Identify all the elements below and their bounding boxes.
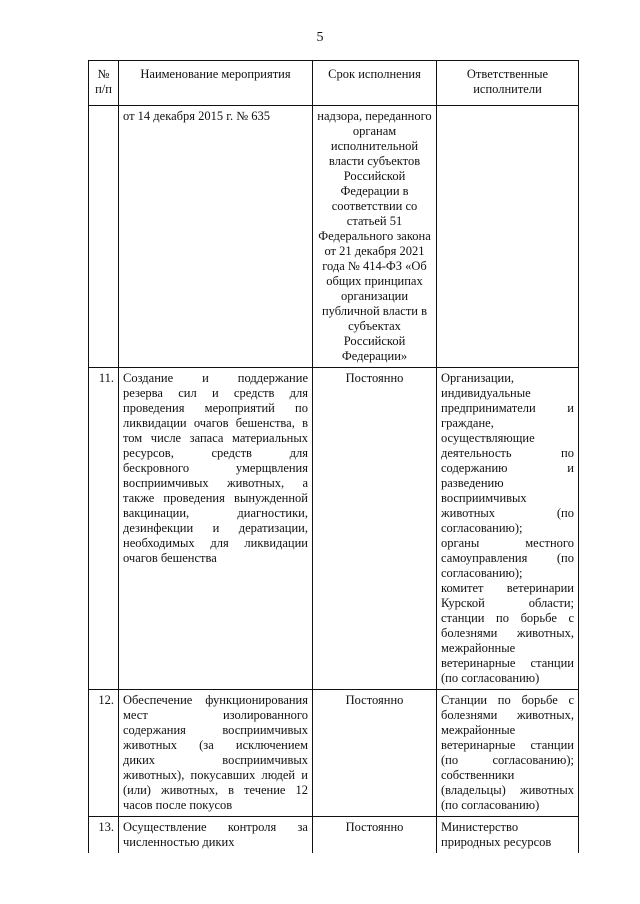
responsible-line: комитет ветеринарии [441,581,574,595]
responsible-line: межрайонные [441,641,516,655]
measure-name-line: проведения мероприятий по [123,401,308,415]
responsible-line: согласованию); [441,521,523,535]
term-line: Российской [343,169,406,183]
term-line: Федерации в [340,184,409,198]
measure-name-line: Обеспечение функционирования [123,693,308,707]
measure-name-line: также проведения вынужденной [123,491,308,505]
measure-name-line: необходимых для ликвидации [123,536,308,550]
responsible-line: ветеринарные станции [441,738,574,752]
table-header-row [89,61,579,106]
measures-table [88,60,579,853]
measure-name-line: Создание и поддержание [123,371,308,385]
term-line: Постоянно [345,693,404,707]
term-line: общих принципах [326,274,423,288]
responsible-line: (по согласованию) [441,671,540,685]
term-line: исполнительной [330,139,419,153]
responsible-line: самоуправления (по [441,551,574,565]
term-line: года № 414-ФЗ «Об [322,259,427,273]
row-number: 12. [89,690,119,817]
measure-name-line: численностью диких [123,835,235,849]
responsible-line: болезнями животных, [441,626,574,640]
measure-name-line: резерва сил и средств для [123,386,308,400]
responsible-line: Станции по борьбе с [441,693,574,707]
responsible-line: природных ресурсов [441,835,552,849]
responsible-line: межрайонные [441,723,516,737]
responsible-line: (по согласованию) [441,798,540,812]
measure-name-line: дезинфекции и дератизации, [123,521,308,535]
header-responsible: Ответственные исполнители [437,61,579,106]
responsible-line: Курской области; [441,596,574,610]
responsible-line: осуществляющие [441,431,535,445]
term-cell [313,106,437,368]
responsible-line: граждане, [441,416,494,430]
term-line: статьей 51 [346,214,403,228]
measure-name-line: диких восприимчивых [123,753,308,767]
measure-name-line: от 14 декабря 2015 г. № 635 [123,109,271,123]
row-number: 11. [89,368,119,690]
responsible-line: согласованию); [441,566,523,580]
measure-name-cell [119,690,313,817]
term-line: Федерального закона [318,229,431,243]
header-name: Наименование мероприятия [119,61,313,106]
measure-name-cell [119,368,313,690]
table-body [89,106,579,854]
row-number: 13. [89,817,119,854]
term-line: Постоянно [345,820,404,834]
term-line: власти субъектов [328,154,421,168]
table-row [89,106,579,368]
page-number: 5 [316,30,324,45]
term-line: надзора, переданного [317,109,432,123]
term-line: публичной власти в [321,304,428,318]
measure-name-line: ликвидации очагов бешенства, в [123,416,308,430]
term-cell [313,690,437,817]
term-line: субъектах Российской [343,319,406,348]
measure-name-line: ресурсов, средств для [123,446,308,460]
term-line: соответствии со [331,199,418,213]
measure-name-line: животных), покусавших людей и [123,768,308,782]
responsible-line: предприниматели и [441,401,574,415]
responsible-cell [437,368,579,690]
responsible-cell [437,690,579,817]
responsible-line: органы местного [441,536,574,550]
term-cell [313,368,437,690]
measure-name-line: том числе запаса материальных [123,431,308,445]
responsible-line: станции по борьбе с [441,611,574,625]
responsible-cell [437,106,579,368]
header-term: Срок исполнения [313,61,437,106]
responsible-line: индивидуальные [441,386,531,400]
term-line: от 21 декабря 2021 [324,244,425,258]
responsible-line: Организации, [441,371,515,385]
measure-name-line: бескровного умерщвления [123,461,308,475]
table-row [89,817,579,854]
table-row [89,368,579,690]
responsible-line: (по согласованию); [441,753,574,767]
responsible-line: содержанию и [441,461,574,475]
term-line: Федерации» [341,349,408,363]
table-row [89,690,579,817]
measure-name-line: часов после покусов [123,798,233,812]
measure-name-line: мест изолированного [123,708,308,722]
responsible-line: Министерство [441,820,519,834]
responsible-line: ветеринарные станции [441,656,574,670]
responsible-cell [437,817,579,854]
measure-name-line: восприимчивых животных, а [123,476,308,490]
measure-name-line: содержания восприимчивых [123,723,308,737]
responsible-line: восприимчивых [441,491,527,505]
responsible-line: собственники [441,768,515,782]
header-num: № п/п [89,61,119,106]
responsible-line: (владельцы) животных [441,783,574,797]
term-line: Постоянно [345,371,404,385]
responsible-line: деятельность по [441,446,574,460]
row-number [89,106,119,368]
responsible-line: разведению [441,476,504,490]
responsible-line: животных (по [441,506,574,520]
measure-name-line: очагов бешенства [123,551,217,565]
measure-name-cell [119,106,313,368]
measure-name-line: животных (за исключением [123,738,308,752]
term-line: органам [352,124,397,138]
measure-name-cell [119,817,313,854]
measure-name-line: вакцинации, диагностики, [123,506,308,520]
responsible-line: болезнями животных, [441,708,574,722]
term-line: организации [340,289,409,303]
measure-name-line: (или) животных, в течение 12 [123,783,308,797]
measure-name-line: Осуществление контроля за [123,820,308,834]
term-cell [313,817,437,854]
